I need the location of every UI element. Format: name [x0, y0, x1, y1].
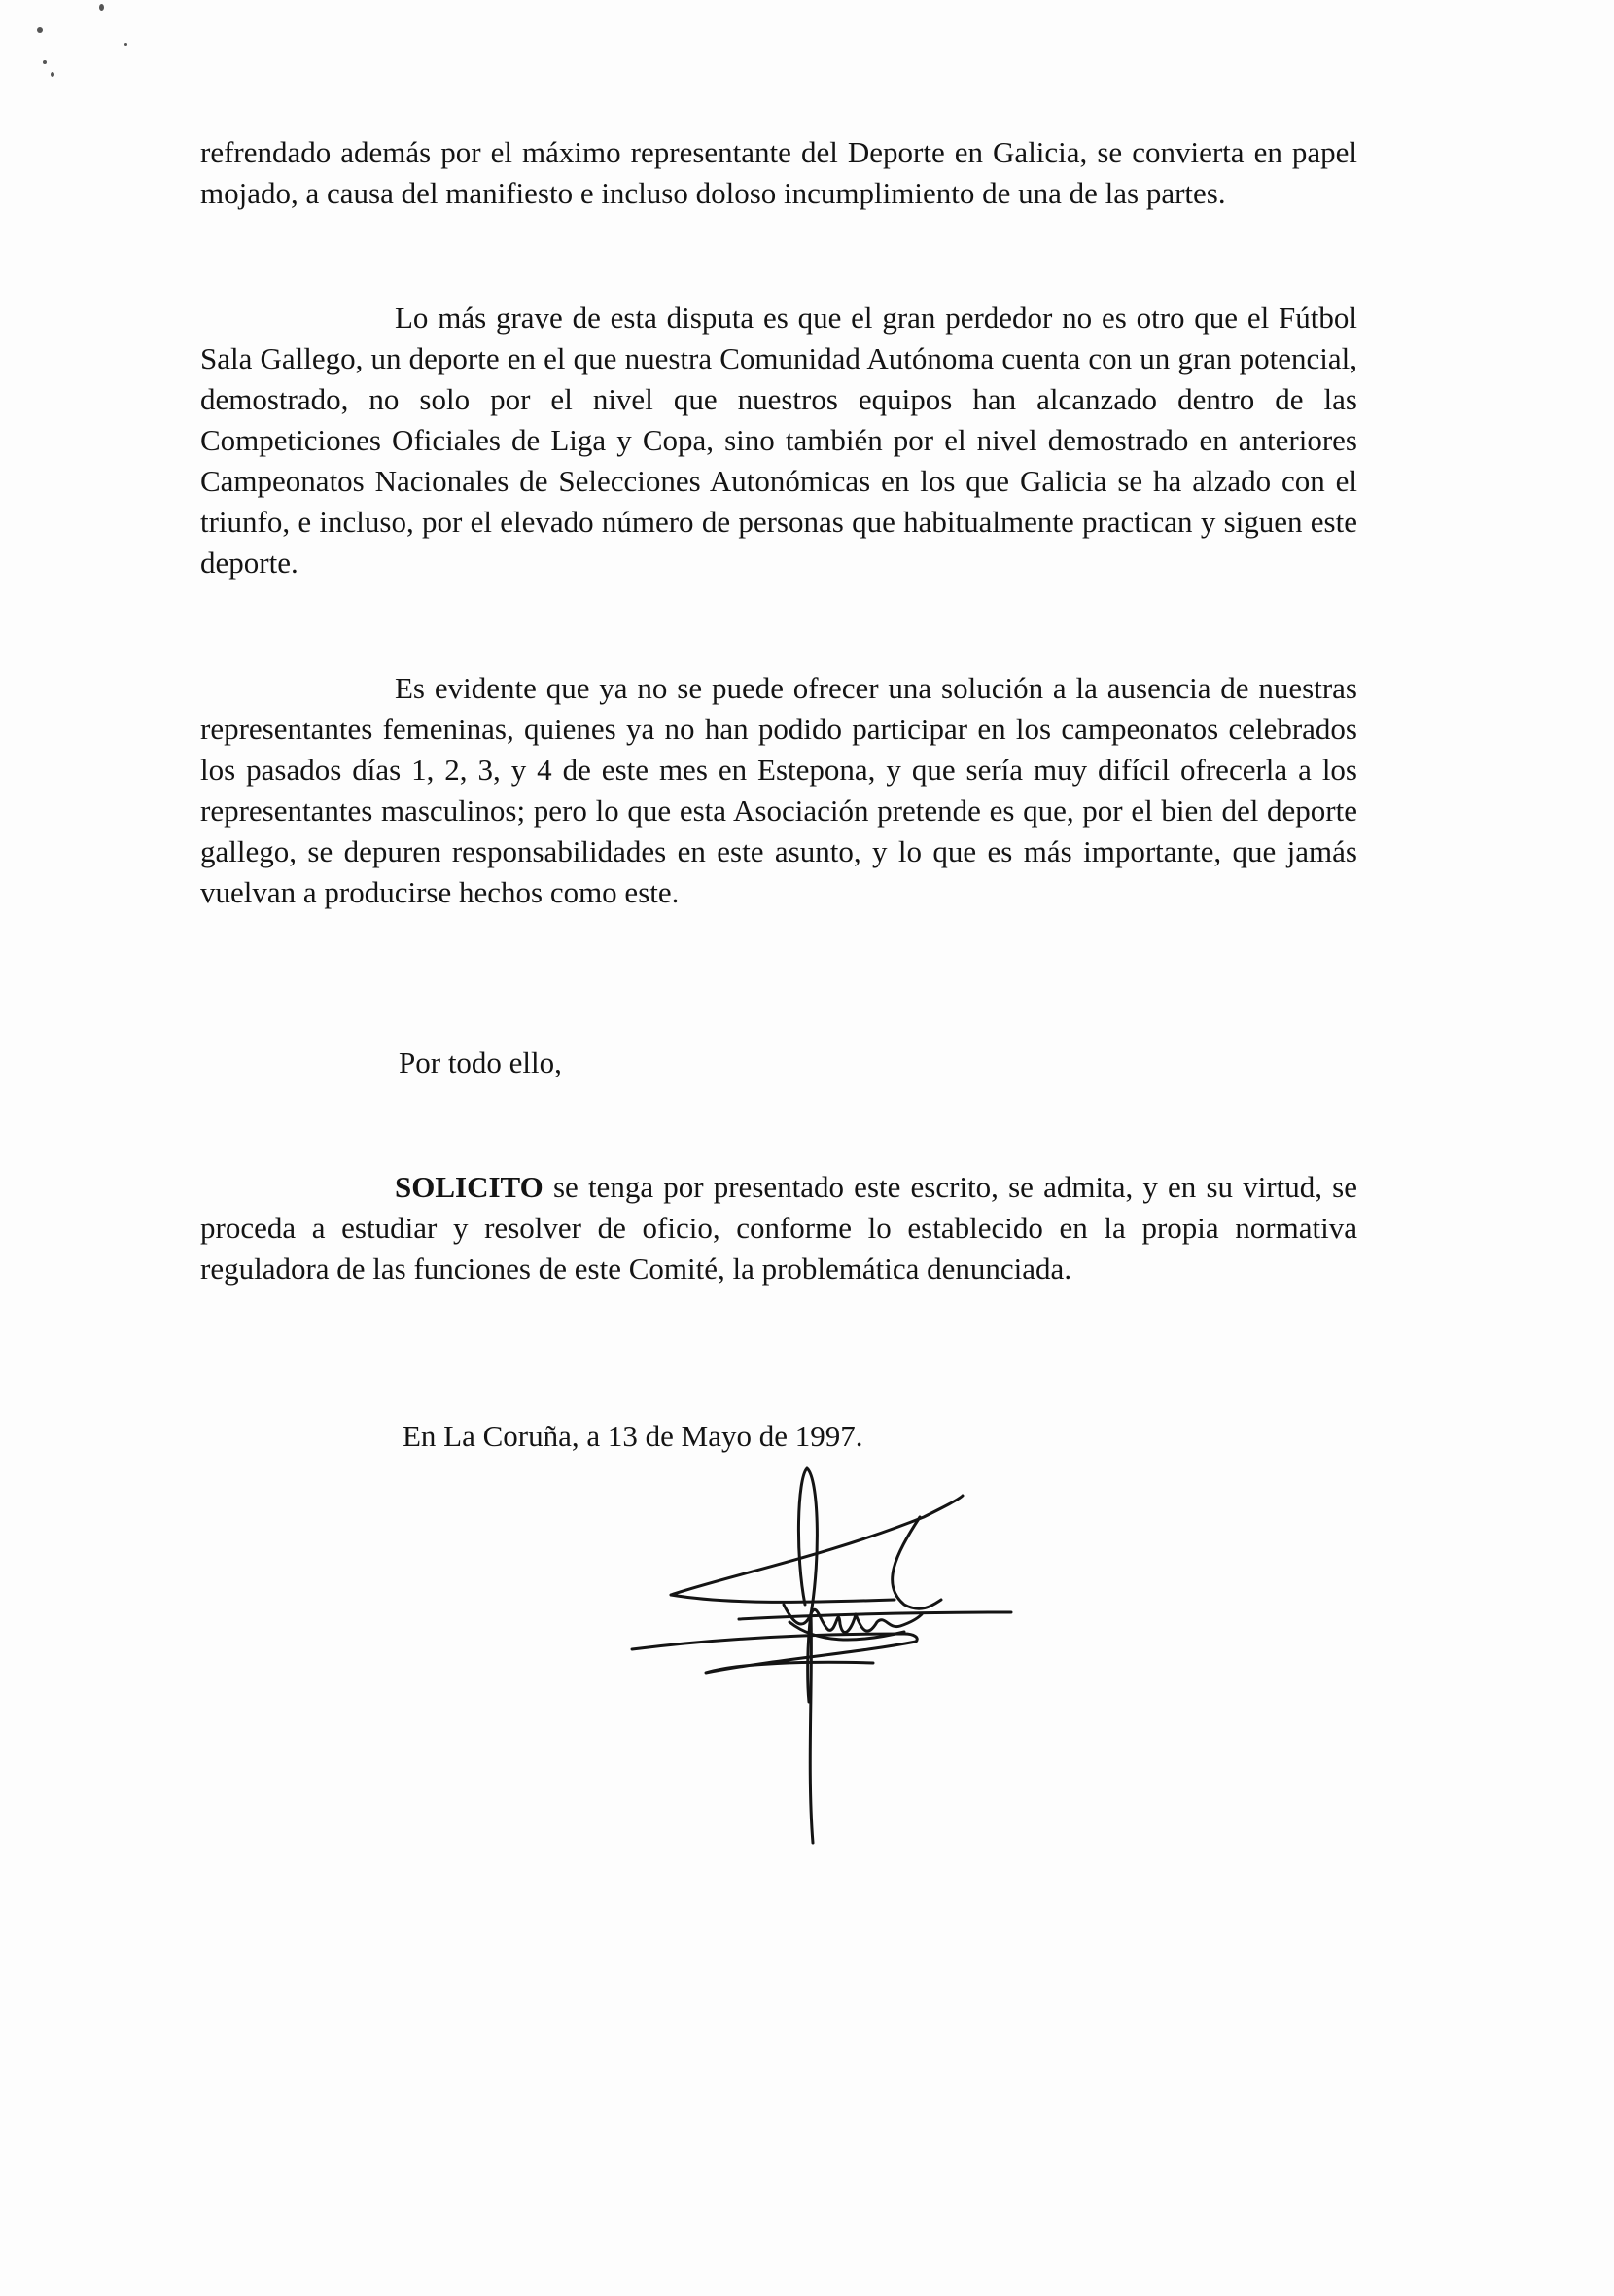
- paragraph-por-todo-ello: [399, 1042, 885, 1083]
- request-lead: SOLICITO: [395, 1170, 544, 1204]
- scan-speck: [51, 72, 54, 77]
- request-paragraph: [200, 1167, 1357, 1289]
- paragraph-text: Es evidente que ya no se puede ofrecer una solución a la ausencia de nuestras representantes femeninas, quienes ya no han podido participar en los campeonatos celebrados los pasados días 1, 2, 3, y 4 de este mes en Estepona, y que sería muy difícil ofrecerla a los representantes masculinos; pero lo que esta Asociación pretende es que, por el bien del deporte gallego, se depuren responsabilidades en este asunto, y lo que es más importante, que jamás vuelvan a producirse hechos como este.: [200, 671, 1357, 909]
- paragraph-text: Por todo ello,: [399, 1045, 562, 1079]
- request-text: se tenga por presentado este escrito, se admita, y en su virtud, se proceda a estudiar y resolver de oficio, conforme lo establecido en la propia normativa reguladora de las funciones de este Comité, la problemática denunciada.: [200, 1170, 1357, 1286]
- scan-speck: [124, 43, 127, 46]
- paragraph-representantes: [200, 668, 1357, 913]
- closing-date: [403, 1416, 1083, 1457]
- closing-date-text: En La Coruña, a 13 de Mayo de 1997.: [403, 1419, 863, 1453]
- paragraph-text: refrendado además por el máximo representante del Deporte en Galicia, se convierta en papel mojado, a causa del manifiesto e incluso doloso incumplimiento de una de las partes.: [200, 135, 1357, 210]
- scan-speck: [43, 60, 47, 64]
- paragraph-continuation: [200, 132, 1357, 214]
- scan-speck: [37, 27, 43, 33]
- paragraph-text: Lo más grave de esta disputa es que el gran perdedor no es otro que el Fútbol Sala Gallego, un deporte en el que nuestra Comunidad Autónoma cuenta con un gran potencial, demostrado, no solo por el nivel que nuestros equipos han alcanzado dentro de las Competiciones Oficiales de Liga y Copa, sino también por el nivel demostrado en anteriores Campeonatos Nacionales de Selecciones Autonómicas en los que Galicia se ha alzado con el triunfo, e incluso, por el elevado número de personas que habitualmente practican y siguen este deporte.: [200, 300, 1357, 580]
- signature-icon: [613, 1459, 1050, 1867]
- paragraph-futbol-sala: [200, 298, 1357, 583]
- paragraph-solicito: [200, 1167, 1357, 1289]
- scan-speck: [99, 4, 104, 11]
